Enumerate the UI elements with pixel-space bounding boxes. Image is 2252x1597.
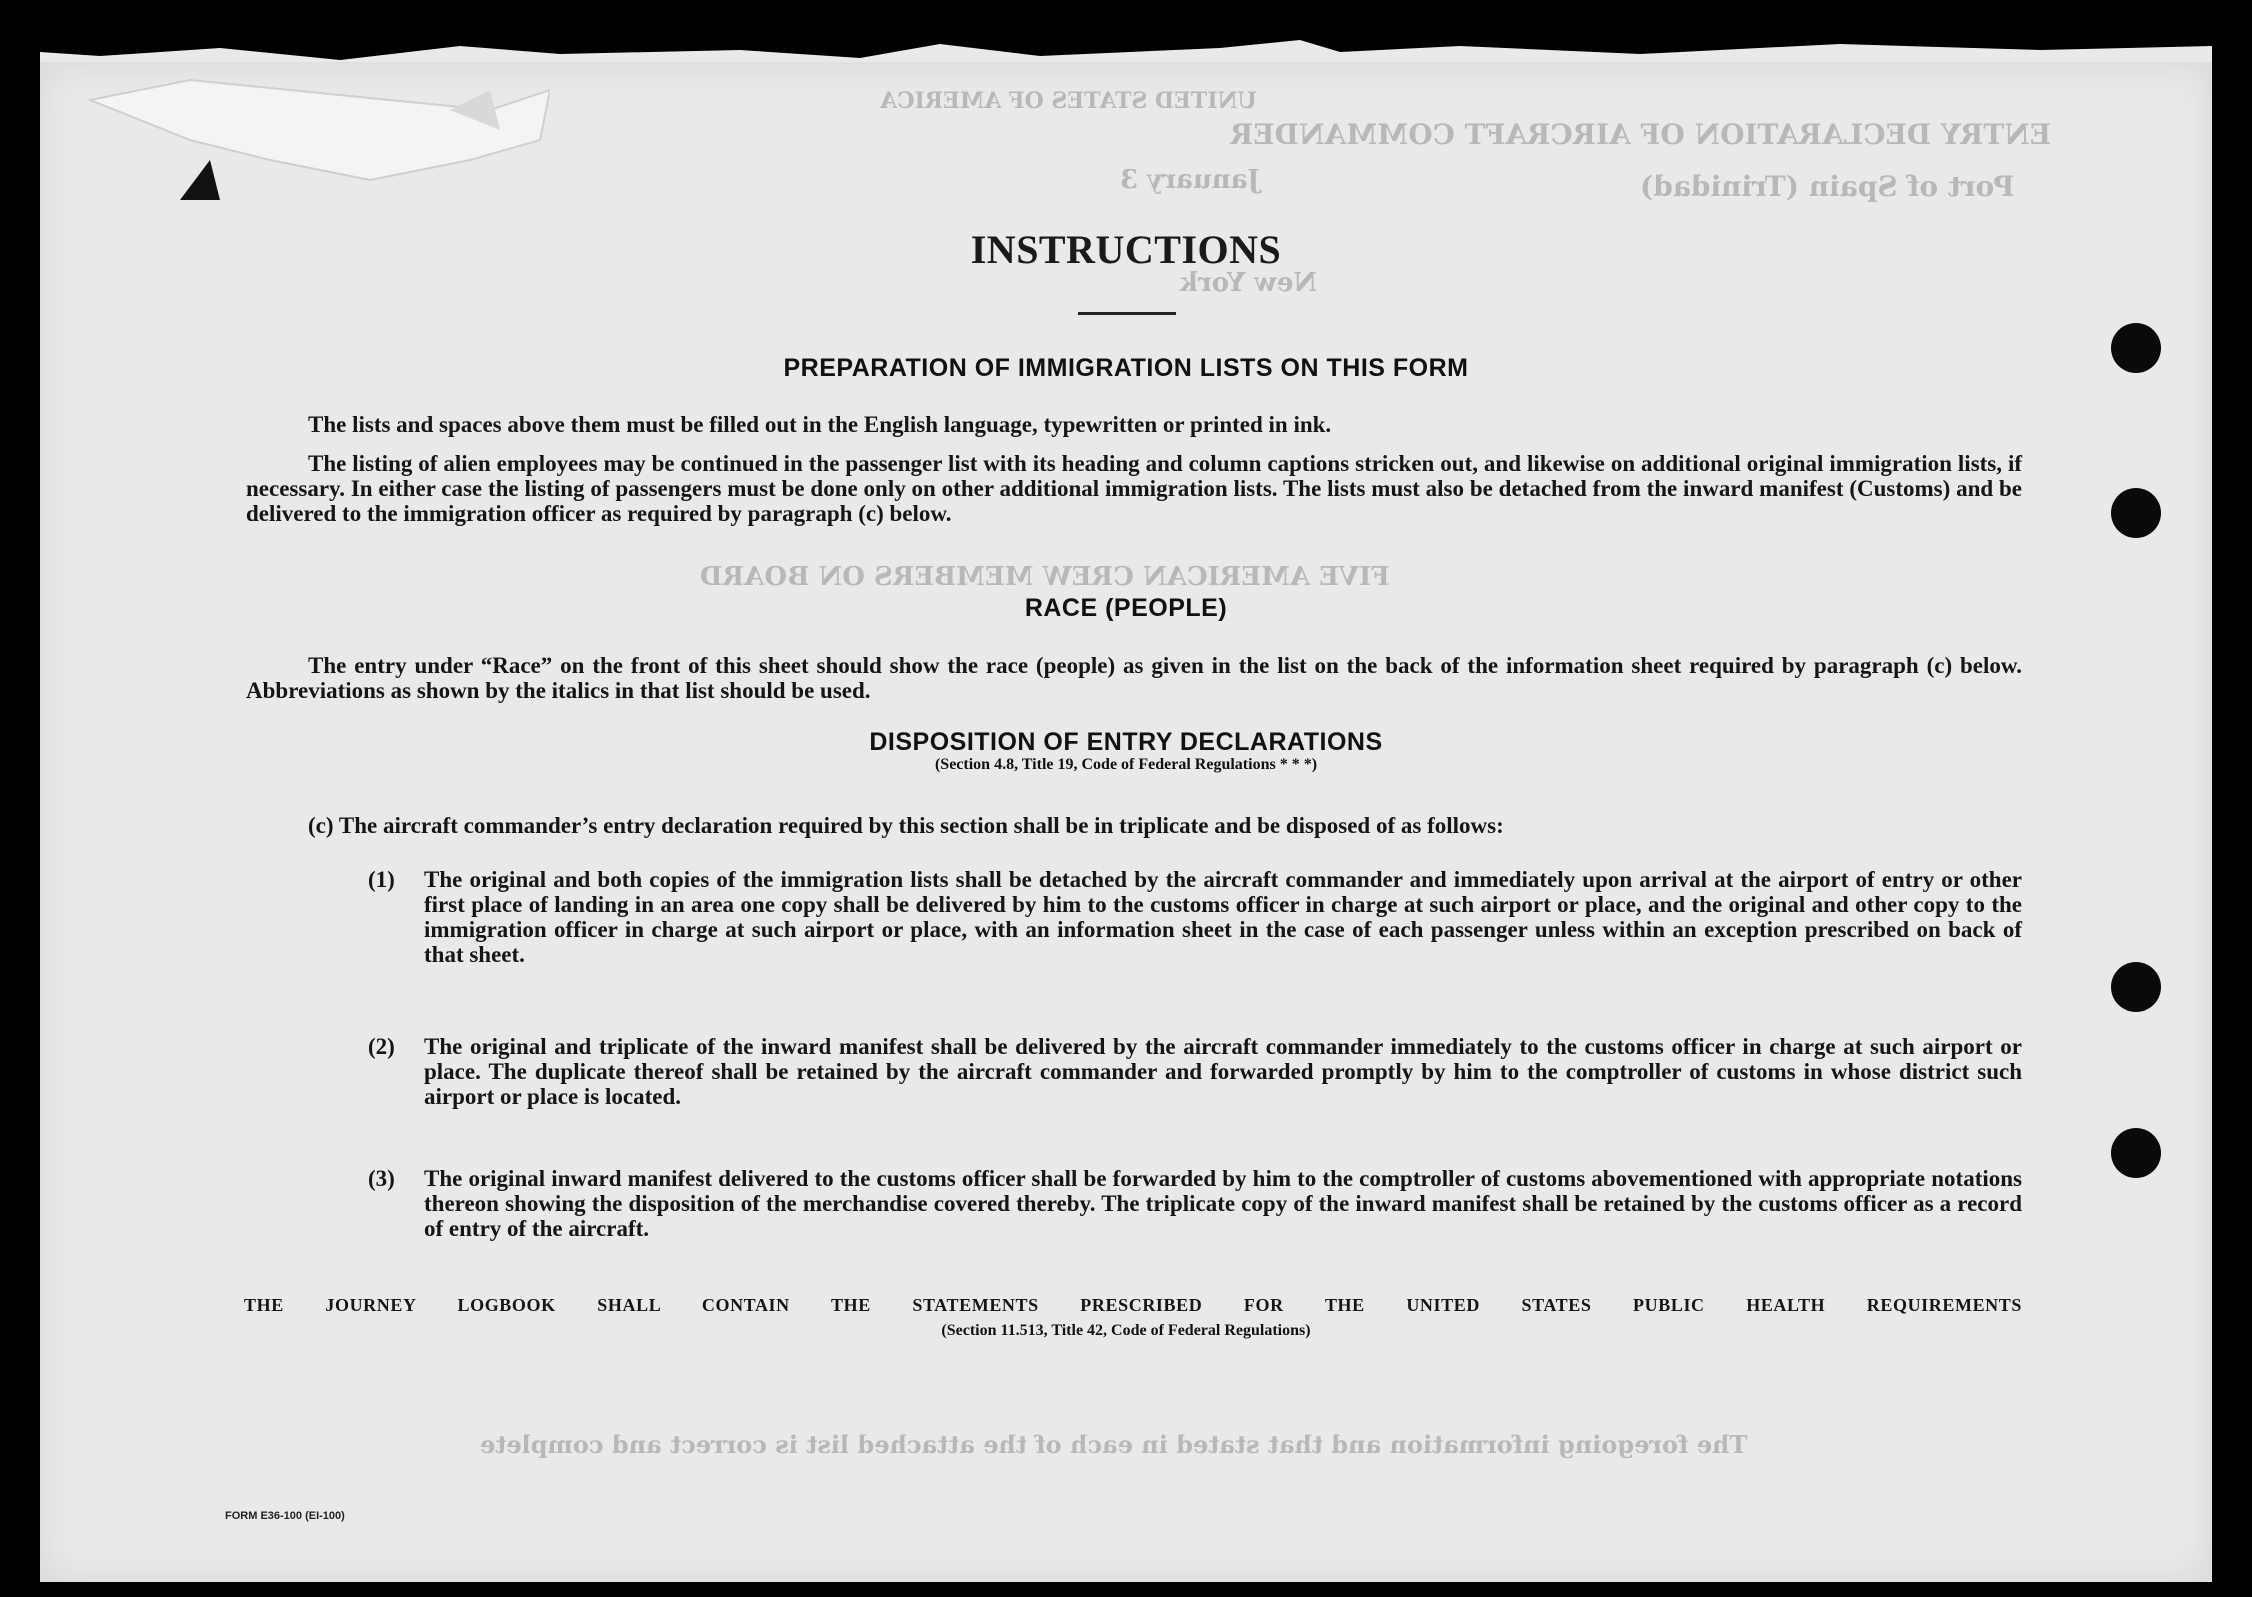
item-2-text: The original and triplicate of the inward manifest shall be delivered by the aircraft commander immediately to the customs officer in charge at such airport or place. The duplicate thereof shall be retained by the aircraft commander and forwarded promptly by him to the comptroller of customs in whose district such airport or place is located.	[424, 1034, 2022, 1109]
heading-preparation: PREPARATION OF IMMIGRATION LISTS ON THIS FORM	[783, 354, 1469, 382]
punch-hole	[2111, 1128, 2161, 1178]
bleed-through-text: ENTRY DECLARATION OF AIRCRAFT COMMANDER	[1230, 118, 2052, 151]
bleed-through-text: January 3	[1120, 165, 1260, 195]
bleed-through-text: The foregoing information and that stated in each of the attached list is correct and complete	[480, 1430, 1748, 1459]
item-1-text: The original and both copies of the immigration lists shall be detached by the aircraft commander and immediately upon arrival at the airport of entry or other first place of landing in an area one copy shall be delivered by him to the customs officer in charge at such airport or place, and the original and other copy to the immigration officer in charge at such airport or place, with an information sheet in the case of each passenger unless within an exception prescribed on back of that sheet.	[424, 867, 2022, 967]
heading-race: RACE (PEOPLE)	[1024, 594, 1228, 622]
item-2-number: (2)	[368, 1034, 395, 1059]
punch-hole	[2111, 962, 2161, 1012]
item-3-text: The original inward manifest delivered to the customs officer shall be forwarded by him to the comptroller of customs abovementioned with appropriate notations thereon showing the disposition of the merchandise covered thereby. The triplicate copy of the inward manifest shall be retained by the customs officer as a record of entry of the aircraft.	[424, 1166, 2022, 1241]
item-1-number: (1)	[368, 867, 395, 892]
page-title: INSTRUCTIONS	[970, 227, 1282, 272]
journey-citation: (Section 11.513, Title 42, Code of Federal Regulations)	[941, 1322, 1311, 1339]
paragraph-disposition-intro: (c) The aircraft commander’s entry declaration required by this section shall be in triplicate and be disposed of as follows:	[308, 813, 1504, 838]
journey-logbook-note: THE JOURNEY LOGBOOK SHALL CONTAIN THE STATEMENTS PRESCRIBED FOR THE UNITED STATES PUBLIC HEALTH REQUIREMENTS	[244, 1295, 2022, 1315]
folded-corner-shape	[70, 70, 550, 210]
bleed-through-text: New York	[1180, 268, 1318, 298]
paragraph-race: The entry under “Race” on the front of this sheet should show the race (people) as given in the list on the back of the information sheet required by paragraph (c) below. Abbreviations as shown by the italics in that list should be used.	[246, 653, 2022, 703]
heading-disposition: DISPOSITION OF ENTRY DECLARATIONS	[869, 728, 1383, 756]
citation-disposition: (Section 4.8, Title 19, Code of Federal Regulations * * *)	[934, 756, 1318, 773]
form-number: FORM E36-100 (EI-100)	[225, 1510, 345, 1522]
paragraph-preparation-2: The listing of alien employees may be continued in the passenger list with its heading and column captions stricken out, and likewise on additional original immigration lists, if necessary. In either case the listing of passengers must be done only on other additional immigration lists. The lists must also be detached from the inward manifest (Customs) and be delivered to the immigration officer as required by paragraph (c) below.	[246, 451, 2022, 526]
punch-hole	[2111, 488, 2161, 538]
item-3-number: (3)	[368, 1166, 395, 1191]
title-divider	[1078, 312, 1176, 315]
bleed-through-text: Port of Spain (Trinidad)	[1640, 170, 2015, 203]
paragraph-preparation-1: The lists and spaces above them must be filled out in the English language, typewritten or printed in ink.	[308, 412, 1332, 437]
bleed-through-text: UNITED STATES OF AMERICA	[880, 88, 1257, 114]
bleed-through-text: FIVE AMERICAN CREW MEMBERS ON BOARD	[700, 562, 1390, 592]
